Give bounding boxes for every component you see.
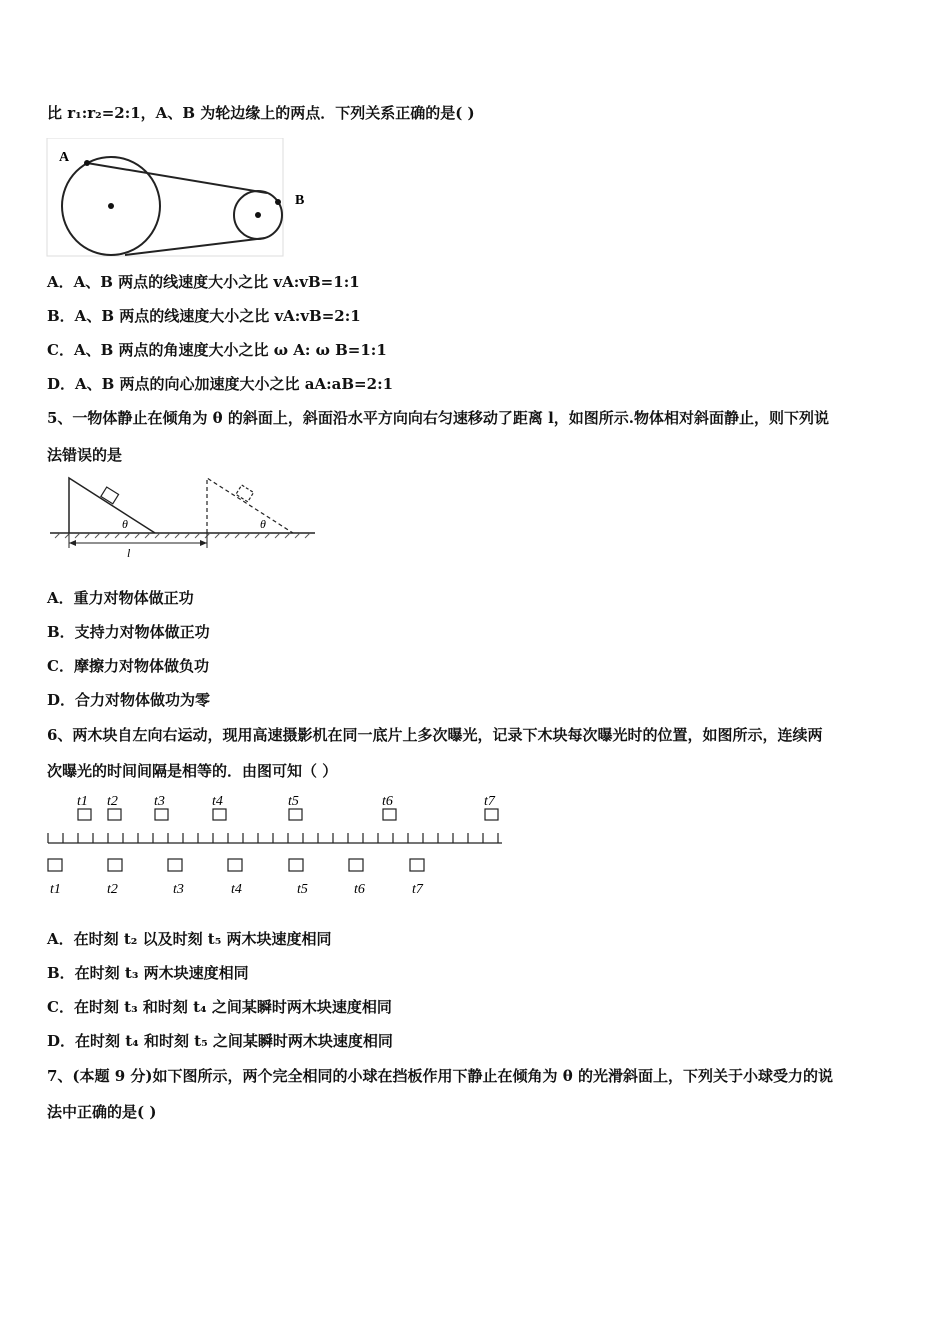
bottom-block-t3 [168,859,182,871]
top-label-t1: t1 [77,794,88,809]
top-block-t7 [485,809,498,820]
bottom-label-t4: t4 [231,882,242,897]
q7-stem-line2: 法中正确的是( ) [47,1103,157,1121]
label-b: B [295,193,305,208]
incline-initial [69,478,155,533]
bottom-label-t3: t3 [173,882,184,897]
point-a [84,160,90,166]
top-label-t2: t2 [107,794,118,809]
q5-option-c: C．摩擦力对物体做负功 [47,657,209,675]
top-block-t6 [383,809,396,820]
bottom-block-t6 [349,859,363,871]
q6-option-a: A．在时刻 t₂ 以及时刻 t₅ 两木块速度相同 [47,930,332,948]
q6-option-c: C．在时刻 t₃ 和时刻 t₄ 之间某瞬时两木块速度相同 [47,998,392,1016]
distance-label: l [127,546,131,560]
q4-option-d: D．A、B 两点的向心加速度大小之比 aA:aB=2:1 [47,375,394,393]
top-label-t5: t5 [288,794,299,809]
point-b [275,199,281,205]
belt-top [87,163,267,193]
top-label-t7: t7 [484,794,495,809]
q4-option-b: B．A、B 两点的线速度大小之比 vA:vB=2:1 [47,307,361,325]
top-block-t1 [78,809,91,820]
bottom-label-t5: t5 [297,882,308,897]
q4-stem: 比 r₁:r₂=2:1，A、B 为轮边缘上的两点．下列关系正确的是( ) [47,104,475,122]
bottom-block-t2 [108,859,122,871]
label-a: A [59,150,70,165]
top-block-t4 [213,809,226,820]
q6-stem-line1: 6、两木块自左向右运动，现用高速摄影机在同一底片上多次曝光，记录下木块每次曝光时的位置，如图所示，连续两 [47,726,823,744]
q4-option-a: A．A、B 两点的线速度大小之比 vA:vB=1:1 [47,273,360,291]
block-moved [236,485,254,502]
top-block-t5 [289,809,302,820]
bottom-block-t7 [410,859,424,871]
bottom-block-t5 [289,859,303,871]
top-block-t3 [155,809,168,820]
bottom-block-t4 [228,859,242,871]
top-label-t4: t4 [212,794,223,809]
pulley-figure [45,138,325,258]
q4-option-c: C．A、B 两点的角速度大小之比 ω A: ω B=1:1 [47,341,387,359]
bottom-label-t6: t6 [354,882,365,897]
q6-option-b: B．在时刻 t₃ 两木块速度相同 [47,964,249,982]
q5-stem-line2: 法错误的是 [47,446,123,464]
top-label-t3: t3 [154,794,165,809]
q6-stem-line2: 次曝光的时间间隔是相等的．由图可知（ ） [47,762,338,780]
bottom-label-t2: t2 [107,882,118,897]
incline-figure [45,472,320,562]
q5-option-a: A．重力对物体做正功 [47,589,194,607]
bottom-label-t7: t7 [412,882,423,897]
q6-option-d: D．在时刻 t₄ 和时刻 t₅ 之间某瞬时两木块速度相同 [47,1032,393,1050]
bottom-block-t1 [48,859,62,871]
block-initial [101,487,119,504]
exposure-figure [40,788,510,900]
bottom-label-t1: t1 [50,882,61,897]
theta-label-2: θ [260,517,266,531]
top-label-t6: t6 [382,794,393,809]
q7-stem-line1: 7、(本题 9 分)如下图所示，两个完全相同的小球在挡板作用下静止在倾角为 θ 的光滑斜面上，下列关于小球受力的说 [47,1067,833,1085]
theta-label-1: θ [122,517,128,531]
top-block-t2 [108,809,121,820]
q5-option-b: B．支持力对物体做正功 [47,623,210,641]
q5-stem-line1: 5、一物体静止在倾角为 θ 的斜面上，斜面沿水平方向向右匀速移动了距离 l，如图所示.物体相对斜面静止，则下列说 [47,409,830,427]
incline-moved [207,478,293,533]
q5-option-d: D．合力对物体做功为零 [47,691,211,709]
